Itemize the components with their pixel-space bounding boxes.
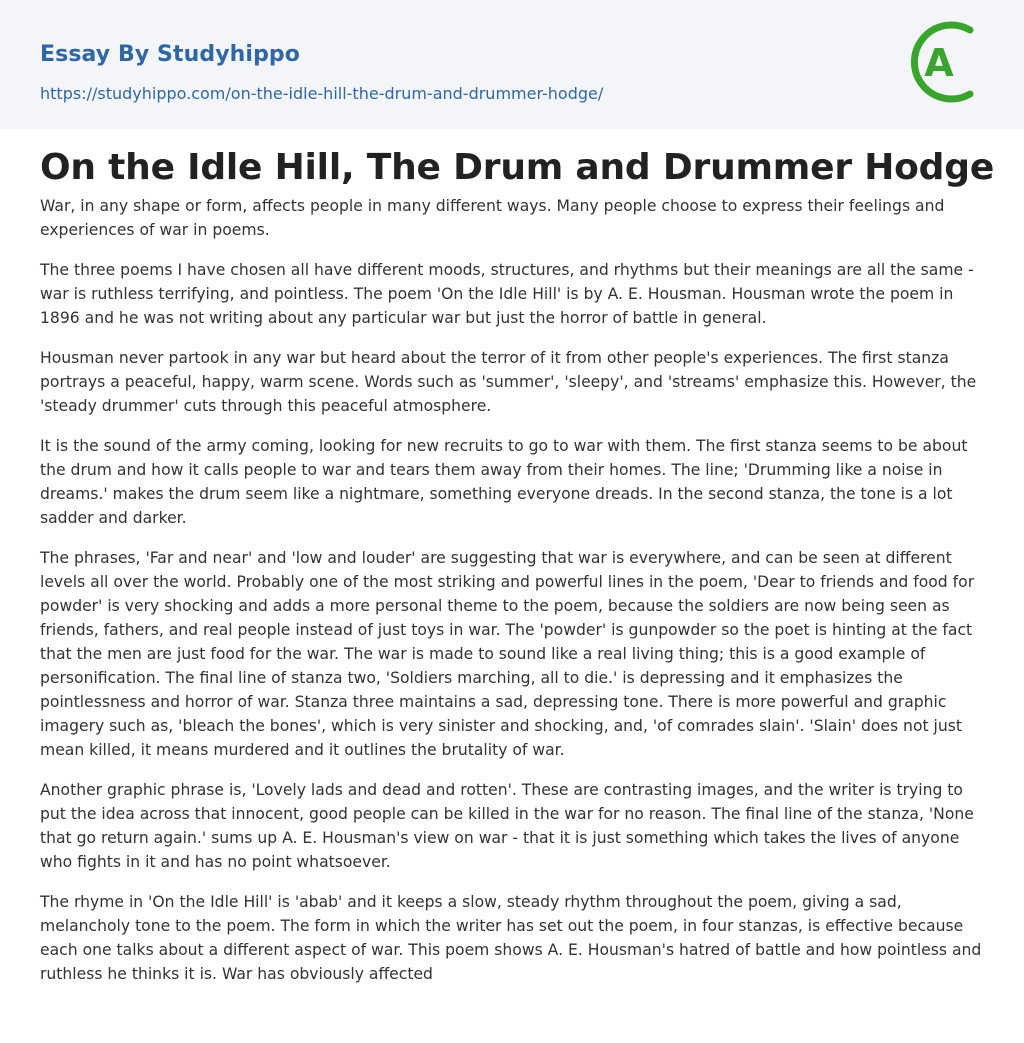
article-title: On the Idle Hill, The Drum and Drummer Hodge [40,147,995,188]
article-paragraph: Another graphic phrase is, 'Lovely lads and dead and rotten'. These are contrasting images, and the writer is trying to put the idea across that innocent, good people can be killed in the war for no reason. The final line of the stanza, 'None that go return again.' sums up A. E. Housman's view on war - that it is just something which takes the lives of anyone who fights in it and has no point whatsoever. [40,781,974,871]
article-paragraph: The phrases, 'Far and near' and 'low and louder' are suggesting that war is everywhere, and can be seen at different levels all over the world. Probably one of the most striking and powerful lines in the poem, 'Dear to friends and food for powder' is very shocking and adds a more personal theme to the poem, because the soldiers are now being seen as friends, fathers, and real people instead of just toys in war. The 'powder' is gunpowder so the poet is hinting at the fact that the men are just food for the war. The war is made to sound like a real living thing; this is a good example of personification. The final line of stanza two, 'Soldiers marching, all to die.' is depressing and it emphasizes the pointlessness and horror of war. Stanza three maintains a sad, depressing tone. There is more powerful and graphic imagery such as, 'bleach the bones', which is very sinister and shocking, and, 'of comrades slain'. 'Slain' does not just mean killed, it means murdered and it outlines the brutality of war. [40,549,975,759]
article-body [40,194,984,1002]
article-paragraph: Housman never partook in any war but heard about the terror of it from other people's experiences. The first stanza portrays a peaceful, happy, warm scene. Words such as 'summer', 'sleepy', and 'streams' emphasize this. However, the 'steady drummer' cuts through this peaceful atmosphere. [40,349,977,415]
article-paragraph: The rhyme in 'On the Idle Hill' is 'abab' and it keeps a slow, steady rhythm throughout the poem, giving a sad, melancholy tone to the poem. The form in which the writer has set out the poem, in four stanzas, is effective because each one talks about a different aspect of war. This poem shows A. E. Housman's hatred of battle and how pointless and ruthless he thinks it is. War has obviously affected [40,893,982,983]
logo-letter: A [924,41,954,85]
brand-title: Essay By Studyhippo [40,42,300,67]
article-paragraph: The three poems I have chosen all have different moods, structures, and rhythms but their meanings are all the same - war is ruthless terrifying, and pointless. The poem 'On the Idle Hill' is by A. E. Housman. Housman wrote the poem in 1896 and he was not writing about any particular war but just the horror of battle in general. [40,261,974,327]
article-paragraph: War, in any shape or form, affects people in many different ways. Many people choose to express their feelings and experiences of war in poems. [40,197,945,239]
source-url-link[interactable]: https://studyhippo.com/on-the-idle-hill-the-drum-and-drummer-hodge/ [40,84,604,103]
article-paragraph: It is the sound of the army coming, looking for new recruits to go to war with them. The first stanza seems to be about the drum and how it calls people to war and tears them away from their homes. The line; 'Drumming like a noise in dreams.' makes the drum seem like a nightmare, something everyone dreads. In the second stanza, the tone is a lot sadder and darker. [40,437,968,527]
